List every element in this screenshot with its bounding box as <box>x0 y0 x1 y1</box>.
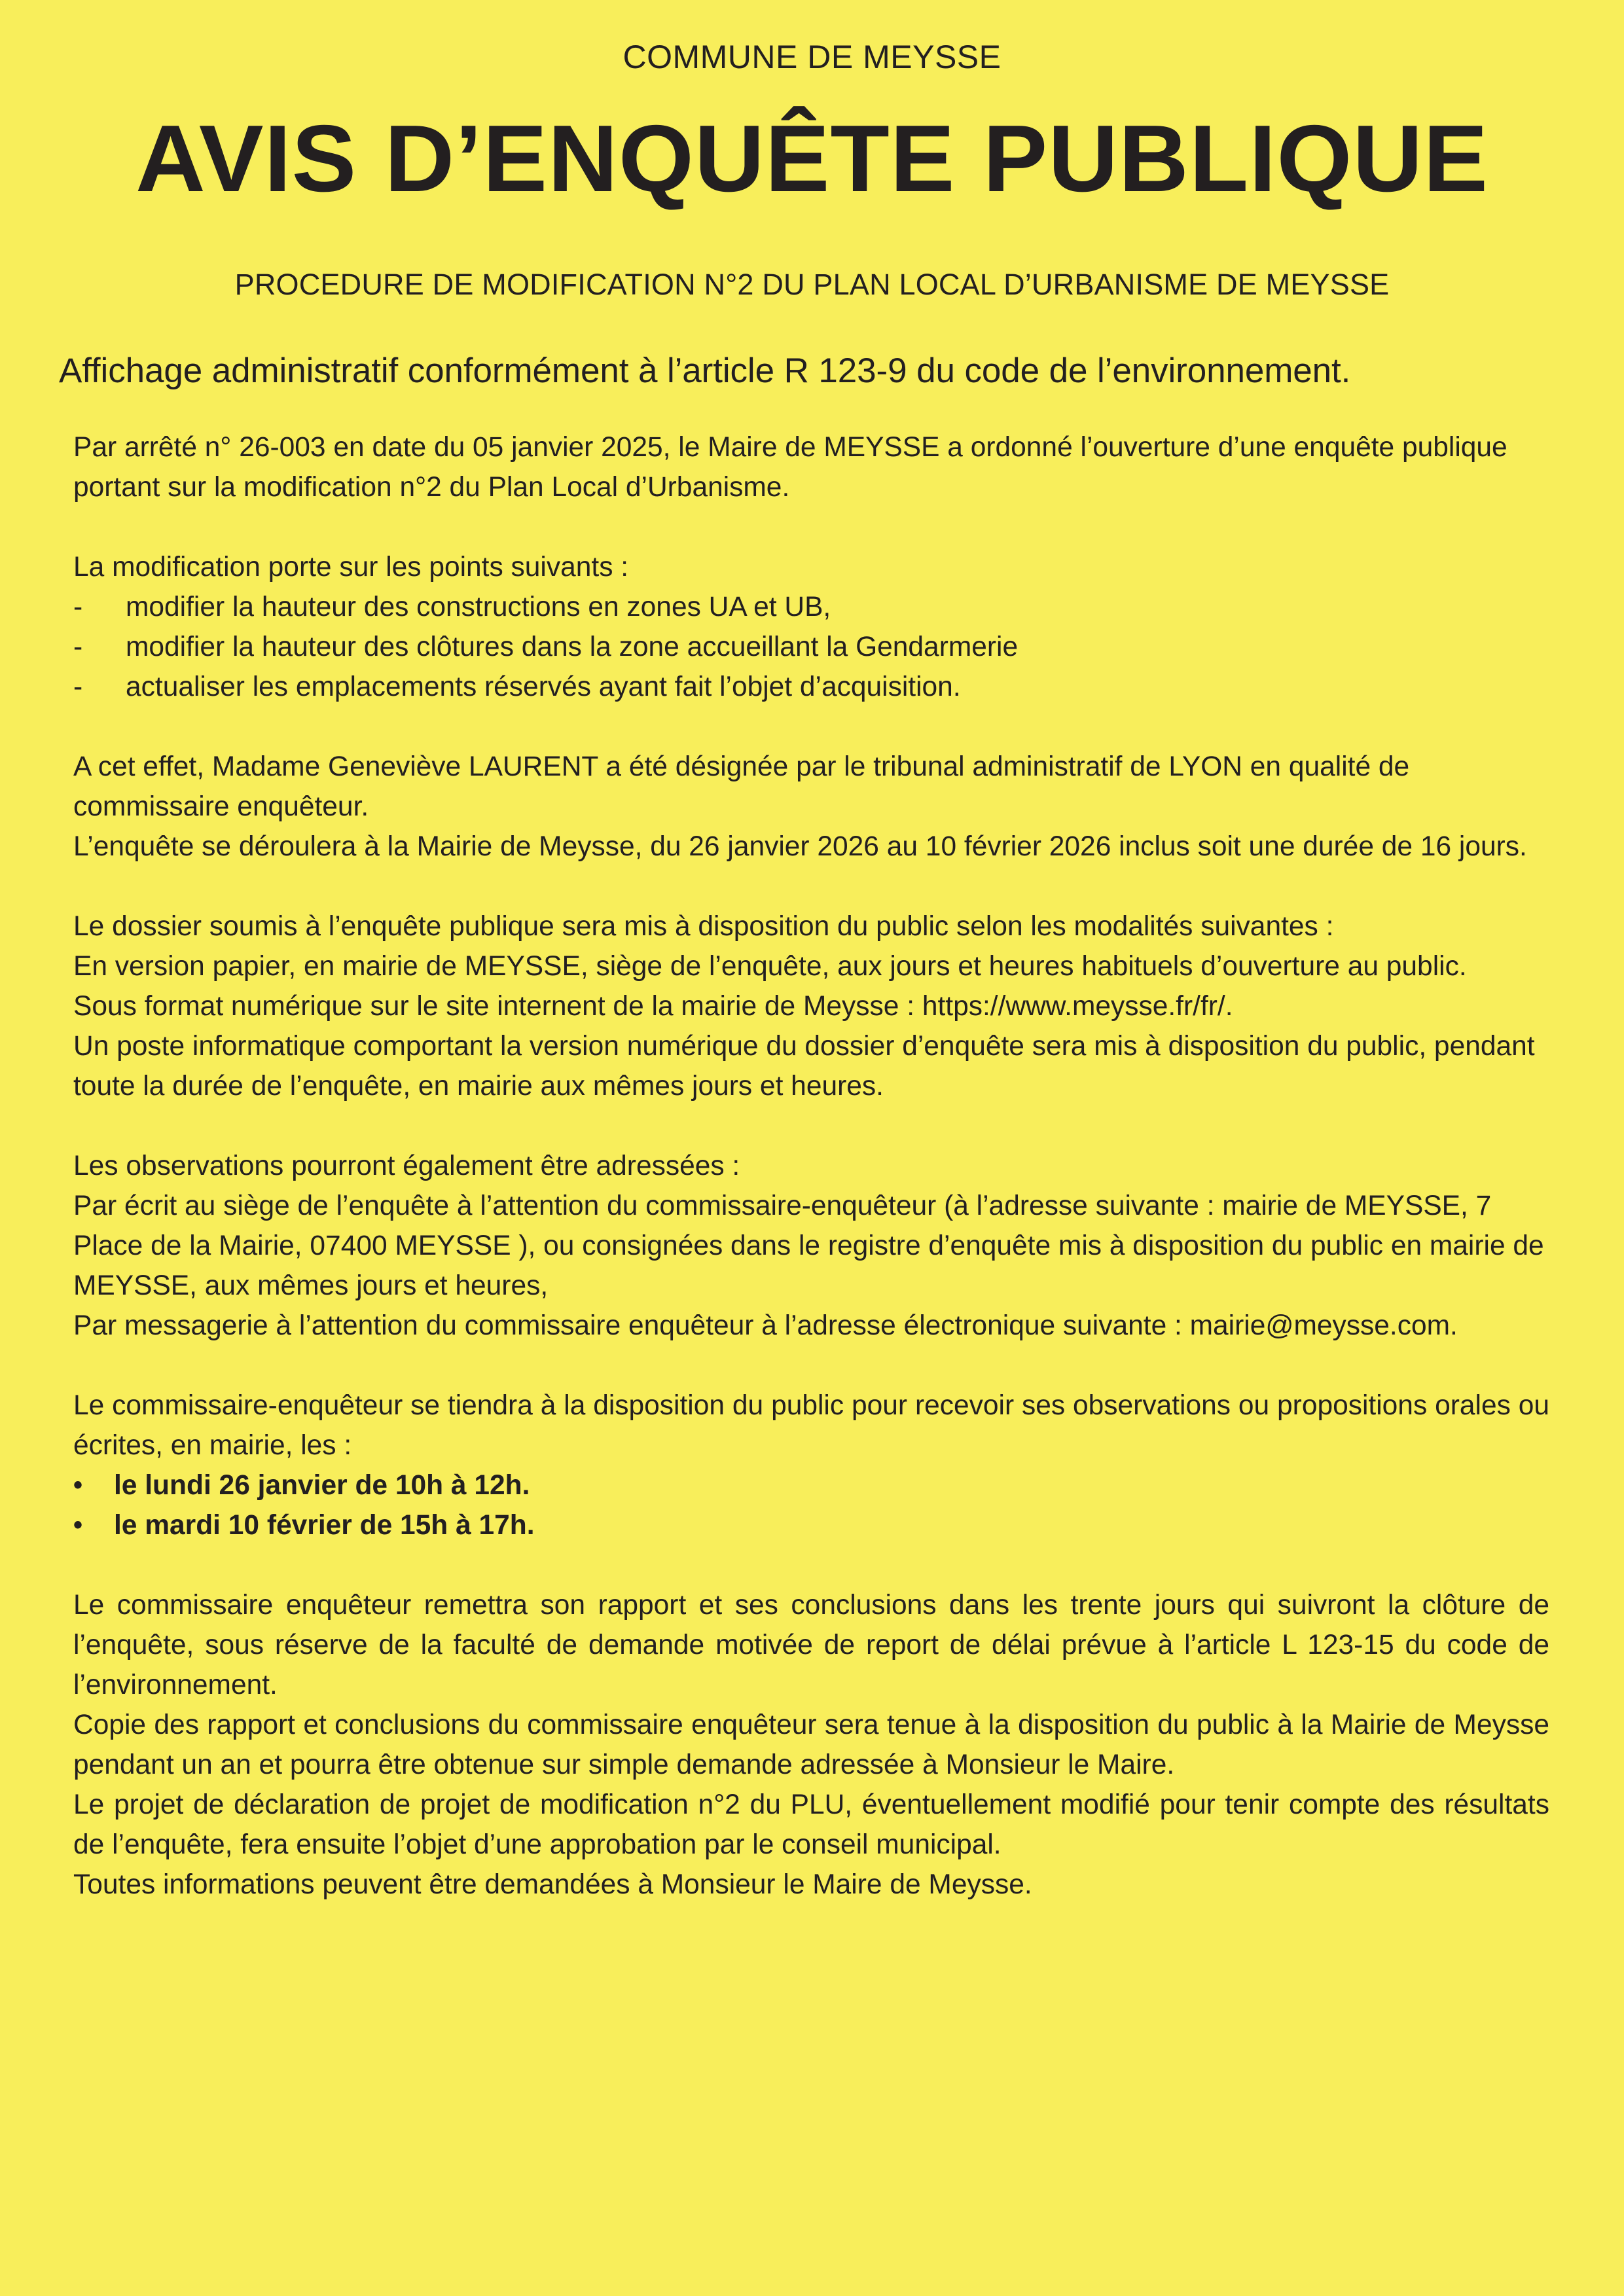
list-item <box>73 1465 1549 1505</box>
list-item-label: le lundi 26 janvier de 10h à 12h. <box>114 1470 530 1501</box>
bullet-marker-icon: • <box>73 1471 83 1500</box>
list-item-label: modifier la hauteur des constructions en zones UA et UB, <box>126 592 831 623</box>
list-item-label: le mardi 10 février de 15h à 17h. <box>114 1510 535 1541</box>
dash-marker-icon: - <box>73 632 83 663</box>
paragraph-modification-intro: La modification porte sur les points suivants : <box>73 552 629 583</box>
spacer <box>73 707 1549 747</box>
paragraph-dossier-papier: En version papier, en mairie de MEYSSE, siège de l’enquête, aux jours et heures habituels d’ouverture au public. <box>73 951 1467 982</box>
procedure-subtitle: PROCEDURE DE MODIFICATION N°2 DU PLAN LOCAL D’URBANISME DE MEYSSE <box>234 268 1390 302</box>
paragraph-observations-intro: Les observations pourront également être adressées : <box>73 1151 740 1182</box>
body-content <box>73 427 1549 1905</box>
list-item <box>73 627 1549 667</box>
dash-marker-icon: - <box>73 672 83 703</box>
paragraph-arrete: Par arrêté n° 26-003 en date du 05 janvier 2025, le Maire de MEYSSE a ordonné l’ouverture d’une enquête publique portant sur la modification n°2 du Plan Local d’Urbanisme. <box>73 432 1507 503</box>
paragraph-permanences-intro: Le commissaire-enquêteur se tiendra à la disposition du public pour recevoir ses observations ou propositions orales ou écrites, en mairie, les : <box>73 1390 1549 1462</box>
list-item-label: modifier la hauteur des clôtures dans la zone accueillant la Gendarmerie <box>126 632 1019 663</box>
paragraph-dossier-numerique: Sous format numérique sur le site internent de la mairie de Meysse : https://www.meysse.fr/fr/. <box>73 991 1233 1022</box>
paragraph-observations-ecrit: Par écrit au siège de l’enquête à l’attention du commissaire-enquêteur (à l’adresse suivante : mairie de MEYSSE, 7 Place de la Mairie, 07400 MEYSSE ), ou consignées dans le registre d’enquête mis à disposition du public en mairie de MEYSSE, aux mêmes jours et heures, <box>73 1191 1544 1302</box>
spacer <box>73 1545 1549 1585</box>
dash-marker-icon: - <box>73 592 83 623</box>
list-item <box>73 587 1549 627</box>
paragraph-dossier-intro: Le dossier soumis à l’enquête publique sera mis à disposition du public selon les modalités suivantes : <box>73 911 1334 942</box>
spacer <box>73 507 1549 547</box>
spacer <box>73 867 1549 906</box>
paragraph-poste-informatique: Un poste informatique comportant la version numérique du dossier d’enquête sera mis à disposition du public, pendant toute la durée de l’enquête, en mairie aux mêmes jours et heures. <box>73 1031 1535 1102</box>
list-item <box>73 667 1549 707</box>
paragraph-rapport: Le commissaire enquêteur remettra son rapport et ses conclusions dans les trente jours qui suivront la clôture de l’enquête, sous réserve de la faculté de demande motivée de report de délai prévue à l’article L 123-15 du code de l’environnement. <box>73 1590 1549 1701</box>
bullet-marker-icon: • <box>73 1511 83 1540</box>
spacer <box>73 1346 1549 1386</box>
page-title: AVIS D’ENQUÊTE PUBLIQUE <box>135 105 1489 211</box>
list-item-label: actualiser les emplacements réservés ayant fait l’objet d’acquisition. <box>126 672 961 703</box>
paragraph-copie: Copie des rapport et conclusions du commissaire enquêteur sera tenue à la disposition du public à la Mairie de Meysse pendant un an et pourra être obtenue sur simple demande adressée à Monsieur le Maire. <box>73 1710 1549 1781</box>
commune-header: COMMUNE DE MEYSSE <box>623 39 1001 75</box>
paragraph-commissaire: A cet effet, Madame Geneviève LAURENT a été désignée par le tribunal administratif de LYON en qualité de commissaire enquêteur. <box>73 751 1410 823</box>
affichage-statement: Affichage administratif conformément à l’article R 123-9 du code de l’environnement. <box>59 351 1351 391</box>
list-item <box>73 1505 1549 1545</box>
paragraph-projet: Le projet de déclaration de projet de modification n°2 du PLU, éventuellement modifié pour tenir compte des résultats de l’enquête, fera ensuite l’objet d’une approbation par le conseil municipal. <box>73 1789 1549 1861</box>
paragraph-duree: L’enquête se déroulera à la Mairie de Meysse, du 26 janvier 2026 au 10 février 2026 inclus soit une durée de 16 jours. <box>73 831 1527 863</box>
paragraph-observations-mail: Par messagerie à l’attention du commissaire enquêteur à l’adresse électronique suivante : mairie@meysse.com. <box>73 1310 1458 1342</box>
spacer <box>73 1106 1549 1146</box>
paragraph-informations: Toutes informations peuvent être demandées à Monsieur le Maire de Meysse. <box>73 1869 1032 1901</box>
